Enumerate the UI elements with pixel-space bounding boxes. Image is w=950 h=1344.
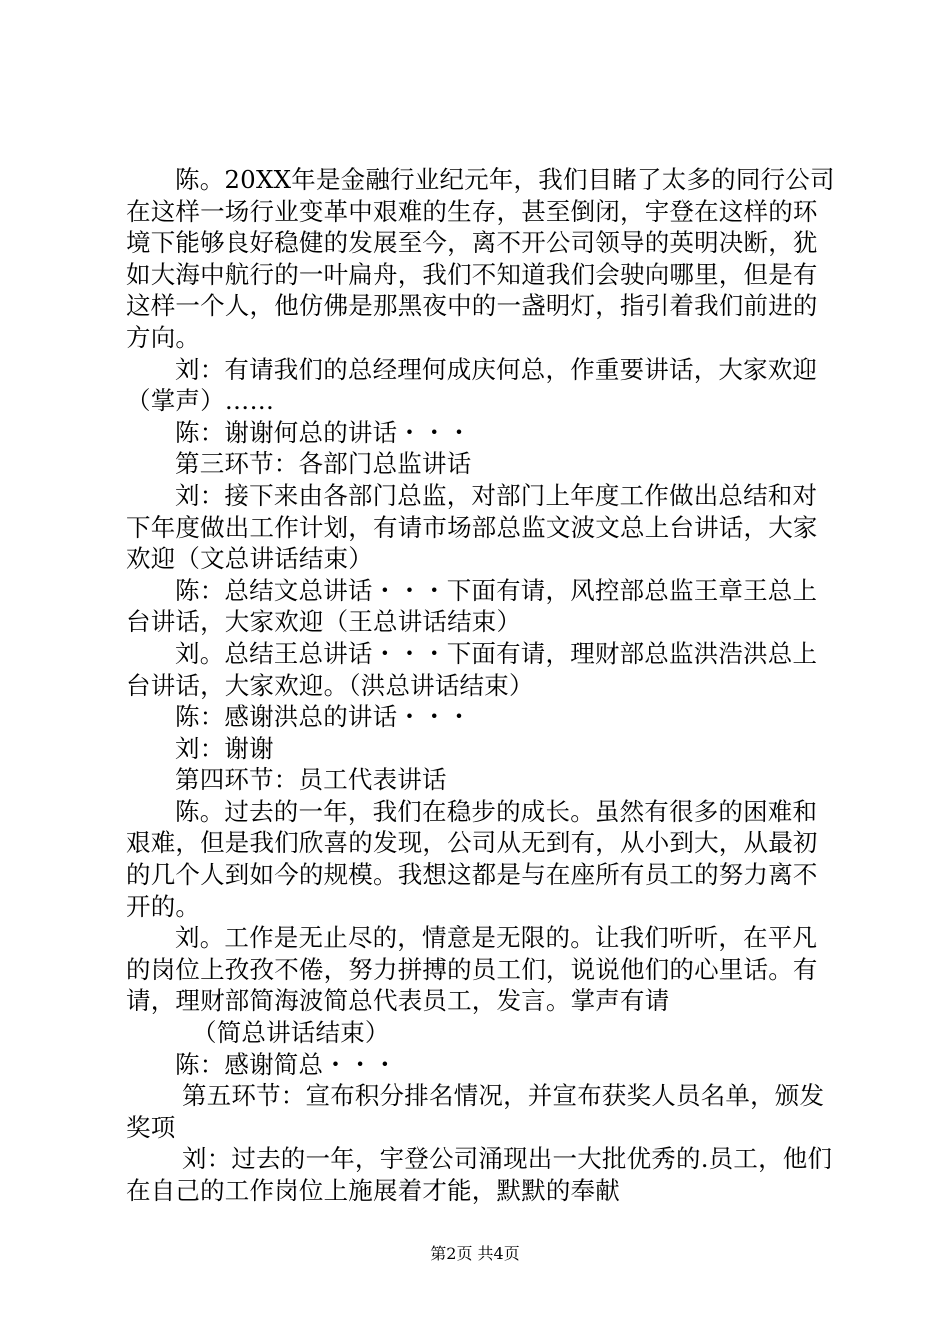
page-footer [0,1244,950,1264]
paragraph-chen-thanks-jian: 陈：感谢简总・・・ [175,1049,398,1079]
paragraph-chen-thanks-he: 陈：谢谢何总的讲话・・・ [175,417,472,447]
paragraph-liu-department-directors: 刘：接下来由各部门总监，对部门上年度工作做出总结和对下年度做出工作计划，有请市场部总监文波文总上台讲话，大家欢迎（文总讲话结束） [126,480,818,574]
document-body [126,164,836,1207]
paragraph-chen-intro: 陈。20XX年是金融行业纪元年，我们目睹了太多的同行公司在这样一场行业变革中艰难的生存，甚至倒闭，宇登在这样的环境下能够良好稳健的发展至今，离不开公司领导的英明决断，犹如大海中航行的一叶扁舟，我们不知道我们会驶向哪里，但是有这样一个人，他仿佛是那黑夜中的一盏明灯，指引着我们前进的方向。 [126,165,835,352]
paragraph-liu-employee-voices: 刘。工作是无止尽的，情意是无限的。让我们听听，在平凡的岗位上孜孜不倦，努力拼搏的员工们，说说他们的心里话。有请，理财部简海波简总代表员工，发言。掌声有请 [126,923,818,1016]
paragraph-chen-thanks-hong: 陈：感谢洪总的讲话・・・ [175,702,472,732]
section-heading-3: 第三环节：各部门总监讲话 [175,449,472,479]
page-number-label: 第2页 共4页 [430,1244,520,1263]
paragraph-liu-invite-general-manager: 刘：有请我们的总经理何成庆何总，作重要讲话，大家欢迎（掌声）…… [126,354,818,416]
section-heading-4: 第四环节：员工代表讲话 [175,765,447,795]
paragraph-liu-outstanding-employees: 刘：过去的一年，宇登公司涌现出一大批优秀的.员工，他们在自己的工作岗位上施展着才能，默默的奉献 [126,1144,833,1205]
section-heading-5: 第五环节：宣布积分排名情况，并宣布获奖人员名单，颁发奖项 [126,1081,825,1142]
paragraph-liu-thanks: 刘：谢谢 [175,733,274,763]
paragraph-jian-end-note: （简总讲话结束） [192,1018,390,1048]
paragraph-chen-past-year: 陈。过去的一年，我们在稳步的成长。虽然有很多的困难和艰难，但是我们欣喜的发现，公司从无到有，从小到大，从最初的几个人到如今的规模。我想这都是与在座所有员工的努力离不开的。 [126,796,818,921]
paragraph-chen-summary-wen: 陈：总结文总讲话・・・下面有请，风控部总监王章王总上台讲话，大家欢迎（王总讲话结束） [126,575,818,637]
paragraph-liu-summary-wang: 刘。总结王总讲话・・・下面有请，理财部总监洪浩洪总上台讲话，大家欢迎。（洪总讲话结束） [126,638,818,700]
